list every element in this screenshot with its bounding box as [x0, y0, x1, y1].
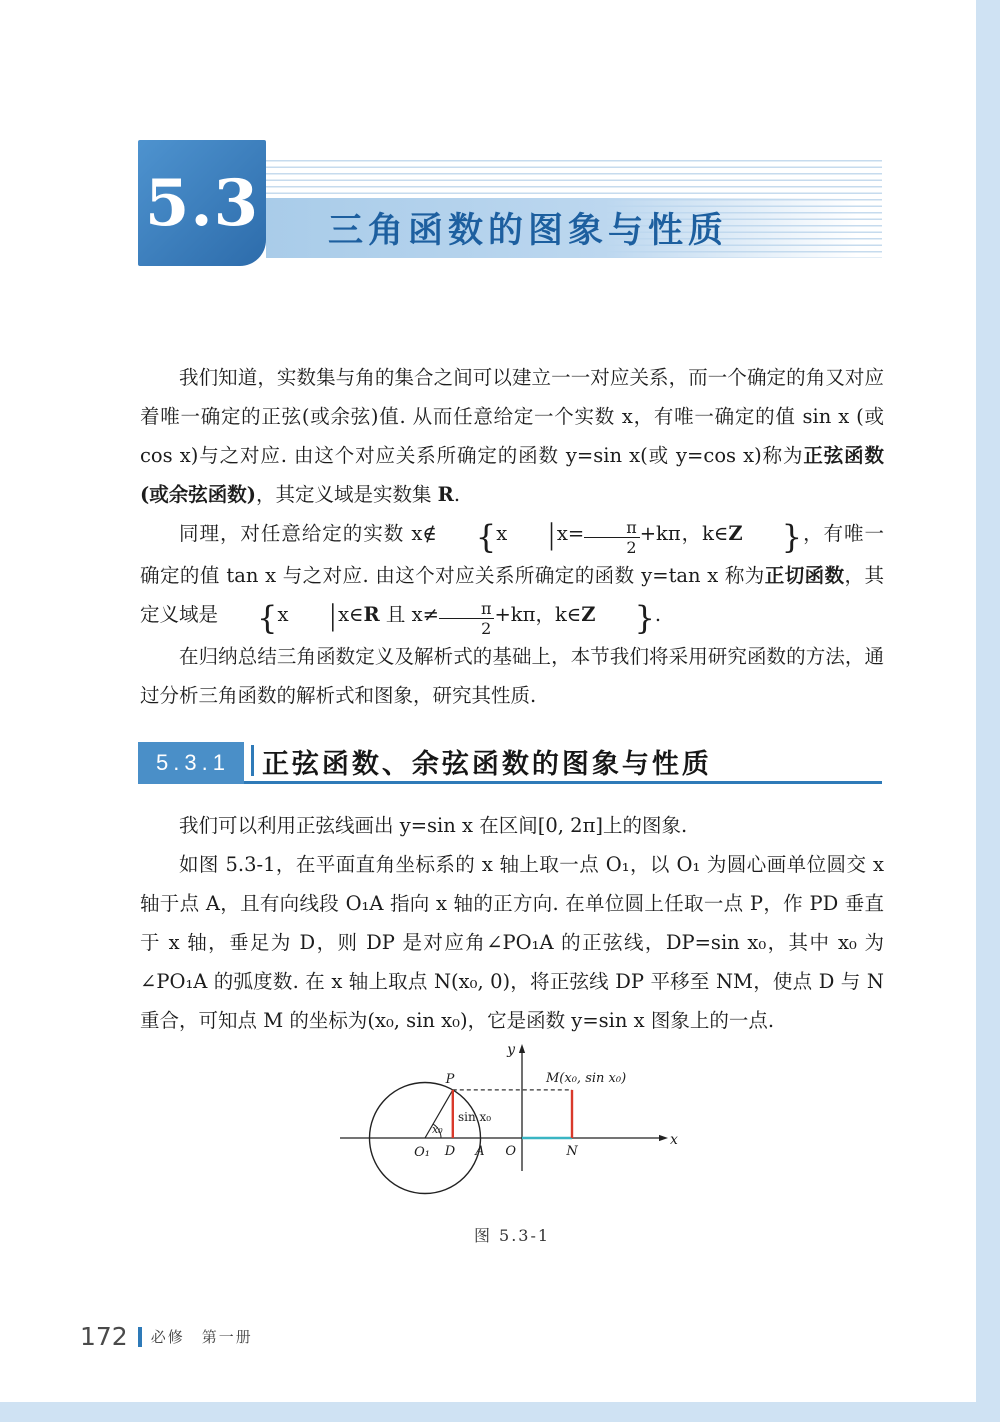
o1-label: O₁: [414, 1145, 430, 1160]
footer-divider-bar: [138, 1327, 142, 1347]
right-brace: }: [781, 517, 803, 556]
fraction-pi-over-2: [584, 519, 640, 557]
set2-body1: x∈: [338, 603, 364, 627]
sine-segment-label: sin x₀: [458, 1110, 492, 1124]
paragraph-4: 我们可以利用正弦线画出 y=sin x 在区间[0, 2π]上的图象.: [179, 814, 688, 837]
p2-text3: ，其定义域是: [140, 564, 884, 627]
paragraph-1: [140, 358, 884, 514]
p1-text2: ，其定义域是实数集: [255, 483, 438, 506]
p2-period: .: [654, 603, 662, 627]
angle-label: x₀: [432, 1123, 443, 1136]
footer-book-label: 必修 第一册: [150, 1328, 253, 1346]
subsection-number-box: [138, 742, 244, 784]
fraction-pi-over-2-b: [439, 600, 495, 638]
section-number: 5.3: [144, 165, 260, 241]
d-label: D: [444, 1144, 456, 1159]
subsection-title: 正弦函数、余弦函数的图象与性质: [261, 749, 712, 779]
term-sine-cosine-function: 正弦函数(或余弦函数): [140, 444, 884, 506]
paragraph-5: 如图 5.3-1，在平面直角坐标系的 x 轴上取一点 O₁，以 O₁ 为圆心画单位圆交 x 轴于点 A，且有向线段 O₁A 指向 x 轴的正方向. 在单位圆上任取一点 P，作 PD 垂直于 x 轴，垂足为 D，则 DP 是对应角∠PO₁A 的正弦线，DP=sin x₀，其中 x₀ 为∠PO₁A 的弧度数. 在 x 轴上取点 N(x₀, 0)，将正弦线 DP 平移至 NM，使点 D 与 N 重合，可知点 M 的坐标为(x₀, sin x₀)，它是函数 y=sin x 图象上的一点.: [140, 853, 884, 1032]
title-background: [266, 198, 882, 258]
figure-container: [140, 1038, 884, 1246]
set1-body: x=: [556, 522, 585, 545]
section-title: 三角函数的图象与性质: [328, 211, 729, 250]
symbol-Z-2: Z: [581, 603, 596, 627]
subsection-header: [138, 742, 882, 784]
page-number: 172: [80, 1322, 128, 1351]
set-divider: |: [548, 517, 555, 551]
m-label: M(x₀, sin x₀): [546, 1071, 627, 1086]
x-axis-label: x: [670, 1132, 678, 1148]
set1-head: x: [496, 522, 508, 545]
set1-tail: +kπ，k∈: [639, 522, 729, 545]
symbol-R-2: R: [363, 603, 380, 627]
right-brace-2: }: [634, 598, 655, 637]
figure-caption: 图 5.3-1: [473, 1226, 551, 1245]
subsection-text-block: [140, 806, 884, 1040]
y-axis-label: y: [507, 1042, 515, 1058]
x-axis-arrow: [659, 1135, 668, 1141]
title-pinstripe-band: [266, 160, 882, 258]
term-tangent-function: 正切函数: [764, 564, 845, 588]
origin-label: O: [505, 1144, 516, 1159]
set2-head: x: [277, 603, 289, 627]
fraction-denominator-b: 2: [481, 618, 492, 638]
n-label: N: [566, 1144, 578, 1159]
p1-text: 我们知道，实数集与角的集合之间可以建立一一对应关系，而一个确定的角又对应着唯一确定的正弦(或余弦)值. 从而任意给定一个实数 x，有唯一确定的值 sin x (或 cos x)与之对应. 由这个对应关系所确定的函数 y=sin x(或 y=cos x)称为: [140, 366, 884, 467]
figure-5-3-1: [332, 1038, 692, 1213]
page-footer: [80, 1322, 253, 1351]
p1-period: .: [453, 483, 461, 506]
intro-text-block: [140, 358, 884, 715]
paragraph-2: [140, 514, 884, 637]
subsection-number: 5.3.1: [156, 750, 230, 775]
left-brace: {: [475, 517, 497, 556]
set2-body2: 且 x≠: [379, 603, 439, 627]
fraction-numerator-b: π: [439, 600, 495, 619]
section-number-box: [138, 140, 266, 266]
a-label: A: [475, 1144, 485, 1159]
set2-tail: +kπ，k∈: [494, 603, 582, 627]
left-brace-2: {: [257, 598, 278, 637]
symbol-Z: Z: [728, 522, 743, 545]
p2-text2: ，有唯一确定的值 tan x 与之对应. 由这个对应关系所确定的函数 y=tan x 称为: [140, 522, 884, 588]
set-divider-2: |: [329, 598, 337, 632]
subsection-title-rule: [244, 742, 882, 784]
fraction-numerator: π: [584, 519, 640, 538]
bottom-edge-band: [0, 1402, 1000, 1422]
p-label: P: [445, 1072, 455, 1087]
fraction-denominator: 2: [626, 537, 637, 557]
p2-text1: 同理，对任意给定的实数 x∉: [179, 522, 437, 545]
paragraph-3: 在归纳总结三角函数定义及解析式的基础上，本节我们将采用研究函数的方法，通过分析三角函数的解析式和图象，研究其性质.: [140, 645, 884, 708]
chapter-header: [138, 140, 882, 266]
right-edge-band: [976, 0, 1000, 1422]
symbol-R: R: [437, 483, 454, 506]
y-axis-arrow: [519, 1044, 525, 1053]
